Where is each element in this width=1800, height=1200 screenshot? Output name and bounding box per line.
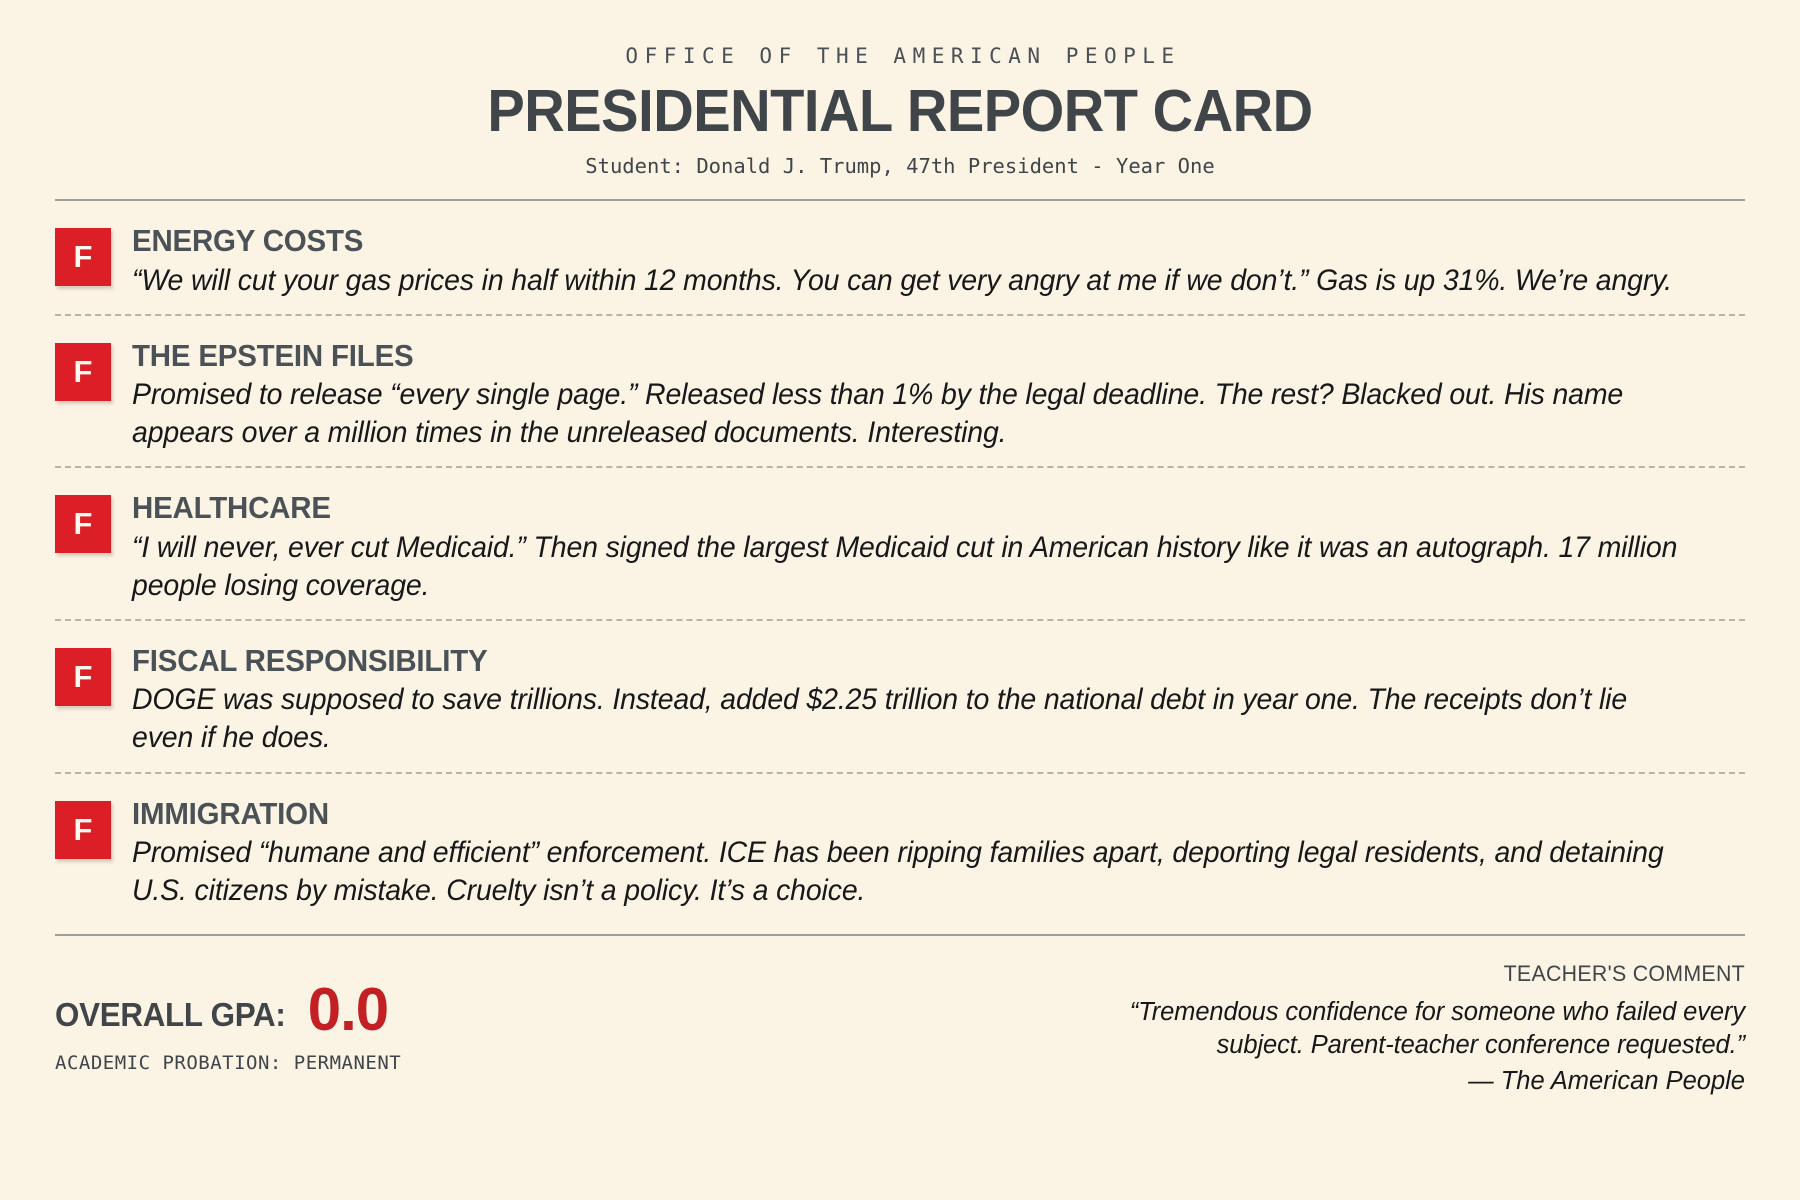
footer-divider: [55, 934, 1745, 936]
subject-row: [55, 316, 1745, 469]
subject-title: ENERGY COSTS: [132, 223, 364, 258]
grade-badge: F: [55, 343, 111, 401]
student-info: Student: Donald J. Trump, 47th President - Year One: [585, 154, 1215, 178]
grade-badge: F: [55, 228, 111, 286]
report-footer: [55, 936, 1745, 1096]
grade-badge: F: [55, 495, 111, 553]
subject-title: HEALTHCARE: [132, 490, 331, 526]
header-divider: [55, 199, 1745, 201]
page-title: PRESIDENTIAL REPORT CARD: [487, 78, 1313, 144]
report-header: [55, 0, 1745, 201]
gpa-label: OVERALL GPA:: [55, 996, 286, 1034]
subject-list: [55, 201, 1745, 924]
subject-body: [132, 225, 1745, 300]
office-subtitle: OFFICE OF THE AMERICAN PEOPLE: [625, 44, 1181, 68]
subject-body: [132, 795, 1745, 911]
subject-body: [132, 337, 1745, 453]
subject-row: [55, 774, 1745, 925]
subject-description: “I will never, ever cut Medicaid.” Then signed the largest Medicaid cut in American history like it was an autograph. 17 million people losing coverage.: [132, 530, 1678, 602]
gpa-value: 0.0: [307, 976, 389, 1044]
gpa-block: [55, 961, 401, 1074]
subject-row: [55, 621, 1745, 774]
grade-badge: F: [55, 648, 111, 706]
subject-title: THE EPSTEIN FILES: [132, 337, 414, 373]
gpa-line: [55, 976, 401, 1044]
grade-badge: F: [55, 801, 111, 859]
subject-description: Promised to release “every single page.” Released less than 1% by the legal deadline. The rest? Blacked out. His name appears over a million times in the unreleased documents. Interesting.: [132, 378, 1624, 450]
subject-body: [132, 492, 1745, 605]
subject-description: Promised “humane and efficient” enforcement. ICE has been ripping families apart, deporting legal residents, and detaining U.S. citizens by mistake. Cruelty isn’t a policy. It’s a choice.: [132, 836, 1664, 908]
academic-probation-status: ACADEMIC PROBATION: PERMANENT: [55, 1052, 402, 1075]
subject-row: [55, 468, 1745, 621]
teacher-comment-attribution: — The American People: [1468, 1067, 1745, 1096]
subject-description: DOGE was supposed to save trillions. Instead, added $2.25 trillion to the national debt in year one. The receipts don’t lie even if he does.: [132, 683, 1628, 755]
teacher-comment-label: TEACHER'S COMMENT: [1503, 961, 1745, 987]
teacher-comment-block: [1055, 961, 1745, 1096]
subject-title: IMMIGRATION: [132, 795, 329, 831]
subject-title: FISCAL RESPONSIBILITY: [132, 642, 488, 678]
subject-row: [55, 201, 1745, 316]
subject-body: [132, 642, 1745, 758]
subject-description: “We will cut your gas prices in half within 12 months. You can get very angry at me if we don’t.” Gas is up 31%. We’re angry.: [132, 263, 1672, 297]
teacher-comment-text: “Tremendous confidence for someone who failed every subject. Parent-teacher conference requested.”: [1129, 998, 1745, 1060]
